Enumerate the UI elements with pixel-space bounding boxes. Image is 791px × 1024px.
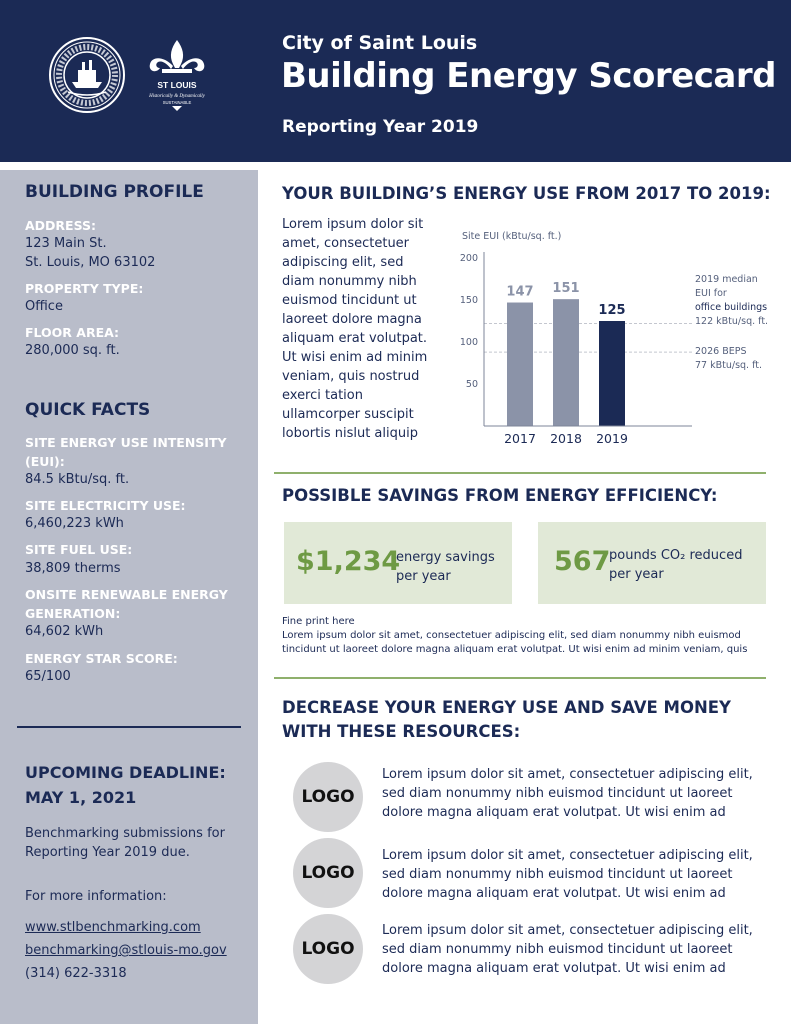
logo-text: ST LOUIS [157,80,197,90]
section-divider [274,472,766,474]
energy-use-heading: YOUR BUILDING’S ENERGY USE FROM 2017 TO 2019: [282,184,771,203]
address-line-1: 123 Main St. [25,236,107,251]
energy-savings-card [284,522,512,604]
fine-print-heading: Fine print here [282,616,355,627]
bar-value-label: 151 [552,281,580,297]
fact-label: SITE ENERGY USE INTENSITY (EUI): [25,435,227,469]
beps-annotation: 77 kBtu/sq. ft. [695,360,763,371]
y-axis-label: Site EUI (kBtu/sq. ft.) [462,231,562,242]
median-annotation: 2019 median [695,274,758,285]
logo-tagline: Historically & Dynamically [149,94,205,99]
median-annotation: 122 kBtu/sq. ft. [695,316,769,327]
city-name: City of Saint Louis [282,32,478,54]
section-divider [274,677,766,679]
co2-label-line-1: pounds CO₂ reduced [609,548,743,563]
bar-2019 [599,321,625,426]
st-louis-logo-icon [138,38,216,112]
bar-value-label: 125 [598,303,626,318]
logo-tagline-2: SUSTAINABLE [162,100,192,105]
bar-2018 [553,299,579,426]
energy-savings-label [396,548,495,586]
deadline-note: Benchmarking submissions for Reporting Year 2019 due. [25,826,225,860]
deadline-heading-line-1: UPCOMING DEADLINE: [25,763,226,782]
x-tick-label: 2017 [504,431,536,446]
more-info-label: For more information: [25,889,167,904]
fact-value: 38,809 therms [25,561,121,576]
energy-use-intro: Lorem ipsum dolor sit amet, consectetuer adipiscing elit, sed diam nonummy nibh euismod tincidunt ut laoreet dolore magna aliquam erat volutpat. Ut wisi enim ad minim veniam, quis nostrud exerci tation ullamcorper suscipit lobortis nislut aliquip [282,217,428,441]
bar-value-label: 147 [506,284,534,300]
bar-2017 [507,303,533,426]
fact-label: ONSITE RENEWABLE ENERGY GENERATION: [25,587,228,621]
beps-annotation: 2026 BEPS [695,346,747,357]
email-link[interactable]: benchmarking@stlouis-mo.gov [25,943,227,958]
reporting-year: Reporting Year 2019 [282,117,479,137]
website-link[interactable]: www.stlbenchmarking.com [25,920,201,935]
address-label: ADDRESS: [25,218,97,233]
fact-value: 84.5 kBtu/sq. ft. [25,472,130,487]
sidebar-divider [17,726,241,728]
page-title: Building Energy Scorecard [281,56,776,96]
energy-savings-value: $1,234 [296,546,401,577]
fact-value: 65/100 [25,669,71,684]
floor-area-value: 280,000 sq. ft. [25,343,120,358]
phone-number: (314) 622-3318 [25,966,127,981]
resource-text: Lorem ipsum dolor sit amet, consectetuer adipiscing elit, sed diam nonummy nibh euismod tincidunt ut laoreet dolore magna aliquam erat volutpat. Ut wisi enim ad [382,848,753,901]
co2-value: 567 [554,546,611,577]
median-annotation: EUI for [695,288,727,299]
quick-facts-heading: QUICK FACTS [25,400,151,420]
x-tick-label: 2019 [596,431,628,446]
co2-label-line-2: per year [609,567,664,582]
energy-savings-label-line-2: per year [396,569,451,584]
fact-label: ENERGY STAR SCORE: [25,651,178,666]
resources-heading [282,696,731,744]
fact-label: SITE ELECTRICITY USE: [25,498,186,513]
savings-heading: POSSIBLE SAVINGS FROM ENERGY EFFICIENCY: [282,486,718,505]
sidebar [0,170,258,1024]
resource-text: Lorem ipsum dolor sit amet, consectetuer adipiscing elit, sed diam nonummy nibh euismod tincidunt ut laoreet dolore magna aliquam erat volutpat. Ut wisi enim ad [382,767,753,820]
resource-logo[interactable]: LOGO [293,914,363,984]
property-type-value: Office [25,299,63,314]
resource-logo[interactable]: LOGO [293,762,363,832]
deadline-heading [25,760,226,810]
fact-value: 6,460,223 kWh [25,516,124,531]
resources-heading-line-2: WITH THESE RESOURCES: [282,722,521,741]
fact-label: SITE FUEL USE: [25,542,133,557]
city-seal-icon [48,36,126,114]
co2-label [609,546,742,584]
property-type-label: PROPERTY TYPE: [25,281,144,296]
resources-heading-line-1: DECREASE YOUR ENERGY USE AND SAVE MONEY [282,698,731,717]
resource-text: Lorem ipsum dolor sit amet, consectetuer adipiscing elit, sed diam nonummy nibh euismod tincidunt ut laoreet dolore magna aliquam erat volutpat. Ut wisi enim ad [382,923,753,976]
median-annotation: office buildings [695,302,768,313]
x-tick-label: 2018 [550,431,582,446]
y-tick-label: 150 [459,295,478,306]
fine-print-text: Lorem ipsum dolor sit amet, consectetuer adipiscing elit, sed diam nonummy nibh euismod tincidunt ut laoreet dolore magna aliquam erat volutpat. Ut wisi enim ad minim veniam, quis [282,630,748,655]
resource-logo[interactable]: LOGO [293,838,363,908]
y-tick-label: 50 [465,379,478,390]
y-tick-label: 100 [459,337,478,348]
address-line-2: St. Louis, MO 63102 [25,255,156,270]
floor-area-label: FLOOR AREA: [25,325,120,340]
fact-value: 64,602 kWh [25,624,104,639]
eui-bar-chart [452,226,772,452]
co2-card [538,522,766,604]
energy-savings-label-line-1: energy savings [396,550,495,565]
building-profile-heading: BUILDING PROFILE [25,182,204,202]
header-banner [0,0,791,162]
y-tick-label: 200 [459,253,478,264]
deadline-date: MAY 1, 2021 [25,788,137,807]
